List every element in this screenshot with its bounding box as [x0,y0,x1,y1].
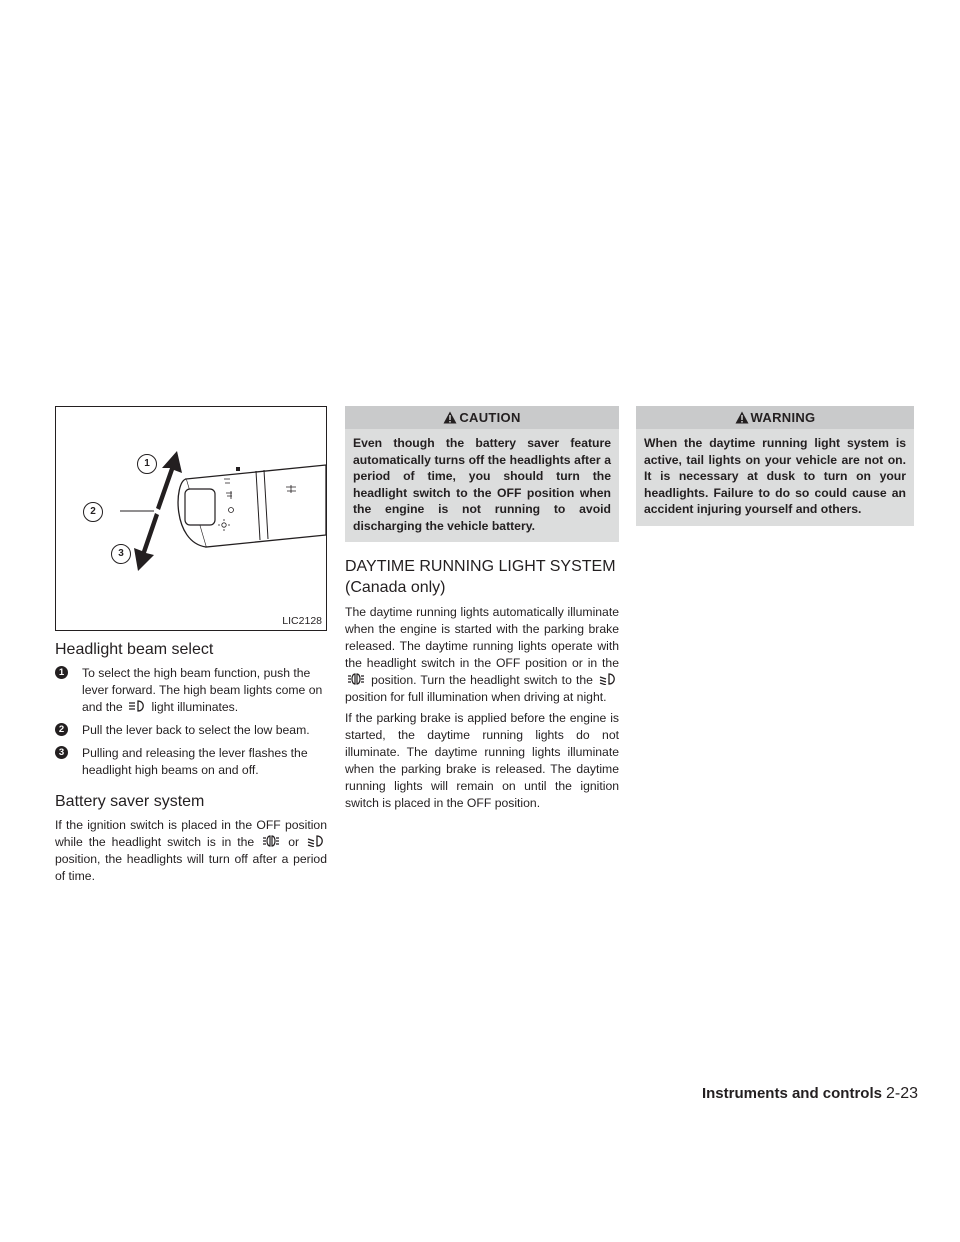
warning-triangle-icon [735,411,749,424]
page-footer [676,1085,918,1103]
warning-box [636,406,914,526]
parking-light-icon [347,673,365,685]
caution-box [345,406,619,542]
middle-column [345,406,619,816]
warning-triangle-icon [443,411,457,424]
warning-label: WARNING [750,410,816,425]
item-text: light illuminates. [151,700,239,714]
list-item [55,665,327,716]
caution-label: CAUTION [459,410,521,425]
high-beam-icon [128,700,146,712]
page-number: 2-23 [885,1085,918,1102]
list-item [55,722,327,739]
warning-text: When the daytime running light system is active, tail lights on your vehicle are not on. It is necessary at dusk to turn on your headlights. Failure to do so could cause an accident injuring yourself and others. [644,436,906,516]
callout-3: 3 [111,544,131,564]
drl-heading: DAYTIME RUNNING LIGHT SYSTEM (Canada only) [345,558,616,596]
item-number: 2 [55,723,68,736]
item-number: 3 [55,746,68,759]
left-column [55,406,327,889]
paragraph-text: The daytime running lights automatically illuminate when the engine is started with the parking brake released. The daytime running lights operate with the headlight switch in the OFF position or in the [345,605,619,670]
headlight-lever-figure [55,406,327,631]
battery-saver-text [55,817,327,885]
paragraph-text: position. Turn the headlight switch to the [371,673,593,687]
callout-1: 1 [137,454,157,474]
drl-paragraph-2: If the parking brake is applied before the engine is started, the daytime running lights do not illuminate. The daytime running lights illuminate when the parking brake is released. The daytime running lights will remain on until the ignition switch is placed in the OFF position. [345,711,619,810]
battery-saver-heading: Battery saver system [55,793,205,810]
item-text: To select the high beam function, push the lever forward. The high beam lights come on and the [82,666,323,714]
right-column [636,406,914,526]
paragraph-text: position, the headlights will turn off after a period of time. [55,852,327,883]
caution-text: Even though the battery saver feature automatically turns off the headlights after a period of time, you should turn the headlight switch to the OFF position when the engine is not running to avoid discharging the vehicle battery. [353,436,611,533]
list-item [55,745,327,779]
warning-header [636,406,914,429]
section-name: Instruments and controls [701,1085,882,1102]
paragraph-text: position for full illumination when driving at night. [345,690,607,704]
item-text: Pulling and releasing the lever flashes the headlight high beams on and off. [82,746,308,777]
headlight-beam-heading: Headlight beam select [55,641,214,658]
parking-light-icon [262,835,280,847]
item-number: 1 [55,666,68,679]
low-beam-icon [307,835,325,847]
callout-2: 2 [83,502,103,522]
figure-code: LIC2128 [282,615,322,627]
item-text: Pull the lever back to select the low beam. [82,723,310,737]
low-beam-icon [599,673,617,685]
paragraph-text: If the ignition switch is placed in the OFF position while the headlight switch is in the [55,818,327,849]
drl-paragraph-1 [345,604,619,706]
caution-header [345,406,619,429]
paragraph-text: or [288,835,300,849]
